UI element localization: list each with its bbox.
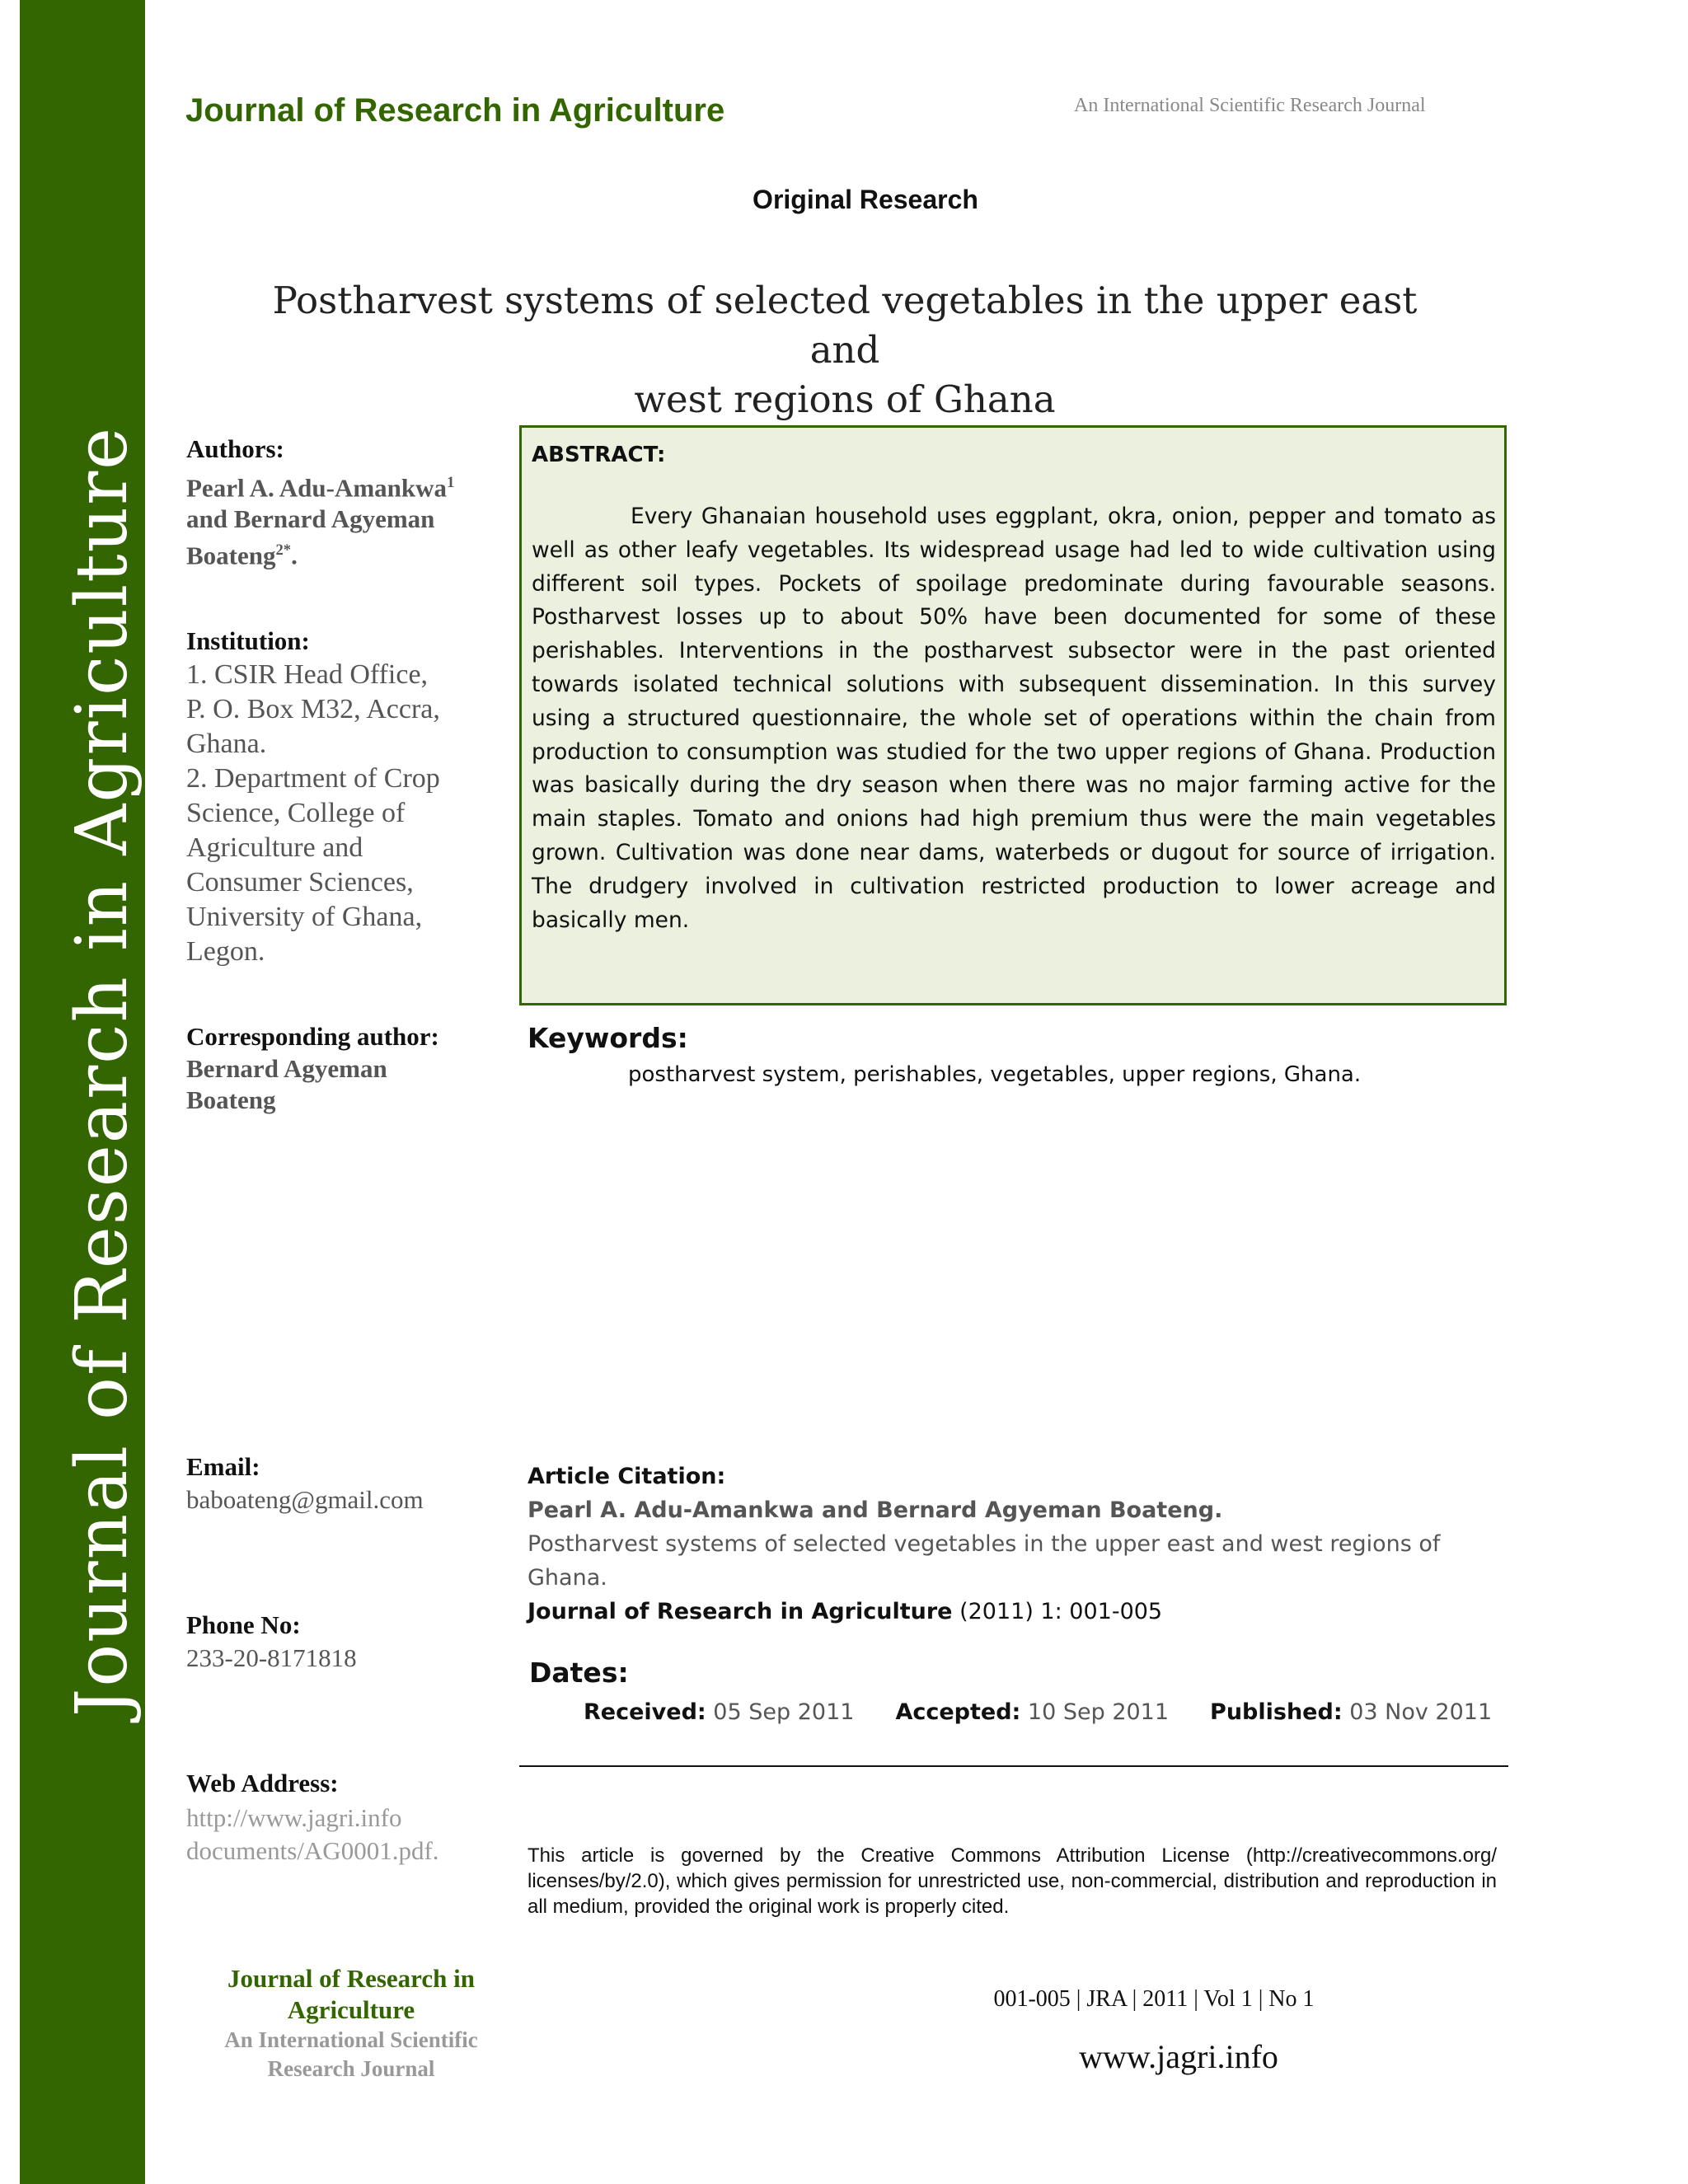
citation-title: Postharvest systems of selected vegetables in the upper east and west regions of Ghana. <box>528 1531 1441 1591</box>
institution-text <box>186 658 491 969</box>
accepted-date: 10 Sep 2011 <box>1020 1699 1170 1725</box>
authors-period: . <box>291 541 298 570</box>
journal-title: Journal of Research in Agriculture <box>185 92 725 129</box>
article-title <box>272 276 1418 424</box>
dates-heading: Dates: <box>529 1657 629 1689</box>
keywords-heading: Keywords: <box>528 1022 688 1054</box>
dates-row <box>584 1699 1492 1725</box>
email-value[interactable]: baboateng@gmail.com <box>186 1485 424 1514</box>
web-block <box>186 1769 491 1868</box>
sidebar-journal-name: Journal of Research in Agriculture <box>61 425 143 1718</box>
phone-value: 233-20-8171818 <box>186 1643 357 1672</box>
institution-line: 2. Department of Crop <box>186 763 440 794</box>
authors-names <box>186 467 491 572</box>
institution-line: Ghana. <box>186 729 267 759</box>
email-label: Email: <box>186 1452 260 1481</box>
citation-journal: Journal of Research in Agriculture <box>528 1599 953 1624</box>
keywords-text: postharvest system, perishables, vegetables, upper regions, Ghana. <box>628 1062 1362 1087</box>
article-citation <box>528 1460 1517 1629</box>
web-address-line[interactable]: http://www.jagri.info <box>186 1803 402 1832</box>
web-address-line[interactable]: documents/AG0001.pdf. <box>186 1836 439 1865</box>
sidebar-band <box>20 0 145 2184</box>
corresponding-name-line: Boateng <box>186 1085 276 1114</box>
received-date: 05 Sep 2011 <box>706 1699 855 1725</box>
authors-block <box>186 434 491 572</box>
footer-reference: 001-005 | JRA | 2011 | Vol 1 | No 1 <box>993 1986 1315 2012</box>
footer-journal-line: Agriculture <box>287 1995 415 2024</box>
institution-line: Legon. <box>186 936 265 967</box>
institution-label: Institution: <box>186 626 310 655</box>
email-block <box>186 1452 491 1515</box>
authors-label: Authors: <box>186 434 284 463</box>
institution-line: University of Ghana, <box>186 902 423 932</box>
abstract-text: Every Ghanaian household uses eggplant, okra, onion, pepper and tomato as well as other leafy vegetables. Its widespread usage had led to wide cultivation using different soil types. Pockets of spoilage predominate during favourable seasons. Postharvest losses up to about 50% have been documented for some of these perishables. Interventions in the postharvest subsector were in the past oriented towards isolated technical solutions with subsequent dissemination. In this survey using a structured questionnaire, the whole set of operations within the chain from production to consumption was studied for the two upper regions of Ghana. Production was basically during the dry season when there was no major farming active for the main staples. Tomato and onions had high premium thus were the main vegetables grown. Cultivation was done near dams, waterbeds or dugout for source of irrigation. The drudgery involved in cultivation restricted production to lower acreage and basically men. <box>532 504 1496 933</box>
corresponding-name <box>186 1053 491 1116</box>
abstract-box <box>519 425 1507 1005</box>
journal-tagline: An International Scientific Research Journal <box>1074 95 1426 116</box>
author-2-start: and Bernard Agyeman <box>186 504 435 534</box>
institution-block <box>186 626 491 969</box>
corresponding-name-line: Bernard Agyeman <box>186 1054 387 1083</box>
phone-label: Phone No: <box>186 1610 301 1639</box>
footer-journal-line: Journal of Research in <box>227 1964 475 1993</box>
author-2-end: Boateng <box>186 541 276 570</box>
institution-line: Science, College of <box>186 798 406 828</box>
corresponding-block <box>186 1022 491 1116</box>
author-2-affil: 2* <box>275 541 292 560</box>
institution-line: P. O. Box M32, Accra, <box>186 694 440 724</box>
institution-line: Agriculture and <box>186 832 363 863</box>
footer-journal <box>186 1963 516 2083</box>
citation-ref: (2011) 1: 001-005 <box>952 1599 1163 1624</box>
institution-line: 1. CSIR Head Office, <box>186 659 429 690</box>
corresponding-label: Corresponding author: <box>186 1022 439 1051</box>
phone-block <box>186 1610 491 1673</box>
accepted-label: Accepted: <box>895 1699 1021 1725</box>
footer-url[interactable]: www.jagri.info <box>1079 2038 1278 2075</box>
web-label: Web Address: <box>186 1769 339 1797</box>
received-label: Received: <box>584 1699 706 1725</box>
author-1: Pearl A. Adu-Amankwa <box>186 473 448 503</box>
author-1-affil: 1 <box>447 474 455 491</box>
web-address[interactable] <box>186 1802 491 1868</box>
citation-authors: Pearl A. Adu-Amankwa and Bernard Agyeman Boateng. <box>528 1497 1223 1523</box>
published-label: Published: <box>1210 1699 1343 1725</box>
citation-heading: Article Citation: <box>528 1464 726 1489</box>
title-line-1: Postharvest systems of selected vegetables in the upper east and <box>272 279 1418 372</box>
section-type: Original Research <box>753 185 978 214</box>
license-text: This article is governed by the Creative Commons Attribution License (http://creativecommons.org/ licenses/by/2.0), which gives permission for unrestricted use, non-commercial, distribution and reproduction in all medium, provided the original work is properly cited. <box>528 1844 1497 1918</box>
divider-rule <box>519 1765 1508 1767</box>
title-line-2: west regions of Ghana <box>634 377 1056 421</box>
published-date: 03 Nov 2011 <box>1342 1699 1493 1725</box>
footer-tagline-line: Research Journal <box>267 2056 435 2081</box>
abstract-heading: ABSTRACT: <box>532 443 666 467</box>
institution-line: Consumer Sciences, <box>186 867 414 898</box>
footer-tagline-line: An International Scientific <box>224 2027 478 2052</box>
